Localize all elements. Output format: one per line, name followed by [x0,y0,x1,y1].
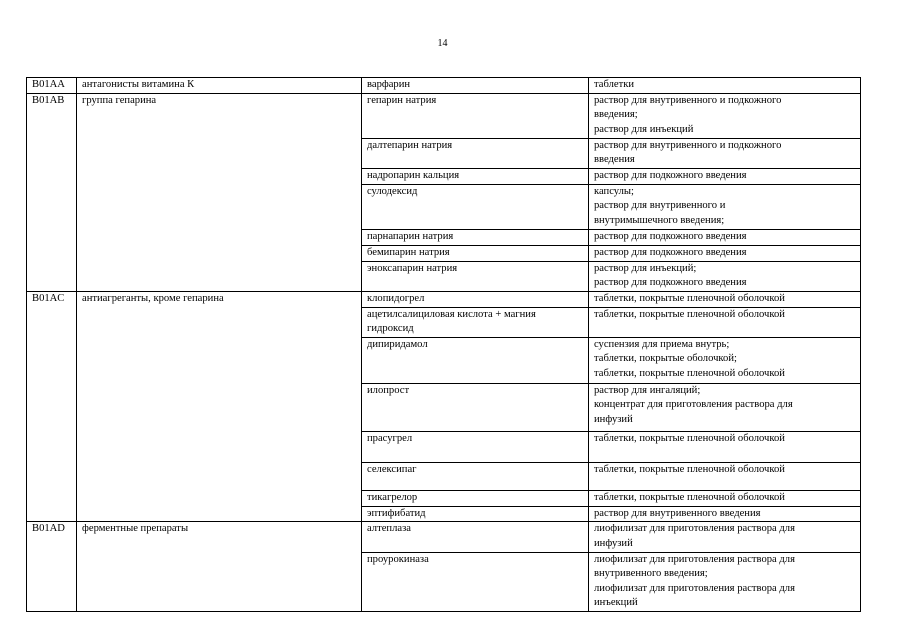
dosage-form-line: суспензия для приема внутрь; [594,338,730,350]
drug-name-line: проурокиназа [367,553,429,565]
dosage-form-cell [589,552,861,611]
dosage-form-line: таблетки, покрытые пленочной оболочкой [594,292,785,304]
dosage-form-line: таблетки [594,79,635,90]
drug-name-cell [362,261,589,291]
dosage-form-cell [589,462,861,490]
drug-table [26,77,861,612]
dosage-form-cell [589,307,861,337]
dosage-form-line: лиофилизат для приготовления раствора для [594,553,795,565]
dosage-form-line: концентрат для приготовления раствора для [594,399,793,411]
group-name-cell: антагонисты витамина К [77,78,362,94]
table-row [27,93,861,138]
dosage-form-line: раствор для инъекций [594,123,694,135]
group-name-cell: ферментные препараты [77,522,362,612]
drug-name-line: надропарин кальция [367,169,460,181]
dosage-form-cell [589,261,861,291]
dosage-form-cell [589,383,861,431]
group-name-cell: группа гепарина [77,93,362,291]
dosage-form-line: введения; [594,109,638,121]
atc-code-cell: B01AB [27,93,77,291]
drug-name-line: парнапарин натрия [367,230,454,242]
dosage-form-line: лиофилизат для приготовления раствора для [594,523,795,535]
drug-name-cell [362,522,589,552]
drug-name-cell [362,229,589,245]
dosage-form-line: таблетки, покрытые пленочной оболочкой [594,463,785,475]
dosage-form-cell [589,78,861,94]
drug-name-line: ацетилсалициловая кислота + магния [367,308,536,320]
drug-name-cell [362,138,589,168]
table-body [27,78,861,612]
table-row [27,522,861,552]
drug-name-line: далтепарин натрия [367,139,453,151]
drug-name-line: эноксапарин натрия [367,262,458,274]
dosage-form-line: раствор для внутривенного и подкожного [594,139,782,151]
table-row [27,291,861,307]
drug-name-line: прасугрел [367,432,413,444]
dosage-form-line: лиофилизат для приготовления раствора для [594,582,795,594]
dosage-form-line: раствор для подкожного введения [594,277,747,289]
dosage-form-cell [589,291,861,307]
dosage-form-line: введения [594,154,635,166]
drug-name-cell [362,168,589,184]
dosage-form-cell [589,229,861,245]
dosage-form-cell [589,168,861,184]
dosage-form-line: инфузий [594,537,633,549]
dosage-form-line: раствор для внутривенного и [594,200,726,212]
dosage-form-line: внутривенного введения; [594,568,708,580]
drug-name-cell [362,337,589,383]
drug-name-line: клопидогрел [367,292,425,304]
atc-code-cell: B01AC [27,291,77,521]
dosage-form-line: таблетки, покрытые пленочной оболочкой [594,432,785,444]
dosage-form-cell [589,431,861,462]
dosage-form-line: раствор для подкожного введения [594,230,747,242]
drug-name-line: алтеплаза [367,523,411,535]
drug-name-cell [362,78,589,94]
drug-name-line: илопрост [367,384,410,396]
dosage-form-cell [589,93,861,138]
dosage-form-line: капсулы; [594,185,634,197]
dosage-form-line: таблетки, покрытые пленочной оболочкой [594,491,785,503]
dosage-form-line: раствор для ингаляций; [594,384,701,396]
page-number: 14 [437,38,448,49]
dosage-form-cell [589,245,861,261]
drug-name-line: эптифибатид [367,507,426,519]
dosage-form-line: инъекций [594,597,638,609]
table-row [27,78,861,94]
dosage-form-line: раствор для инъекций; [594,262,697,274]
dosage-form-line: раствор для подкожного введения [594,246,747,258]
atc-code-cell: B01AD [27,522,77,612]
drug-name-cell [362,245,589,261]
drug-name-cell [362,490,589,506]
drug-name-line: сулодексид [367,185,418,197]
drug-name-line: бемипарин натрия [367,246,450,258]
drug-name-line: гепарин натрия [367,94,437,106]
drug-name-line: тикагрелор [367,491,418,503]
group-name-cell: антиагреганты, кроме гепарина [77,291,362,521]
drug-name-cell [362,431,589,462]
drug-name-line: дипиридамол [367,338,428,350]
drug-name-line: варфарин [367,79,411,90]
drug-name-line: селексипаг [367,463,417,475]
dosage-form-line: раствор для внутривенного введения [594,507,761,519]
dosage-form-cell [589,490,861,506]
drug-name-line: гидроксид [367,323,414,335]
dosage-form-cell [589,138,861,168]
drug-name-cell [362,552,589,611]
dosage-form-line: инфузий [594,413,633,425]
atc-code-cell: B01AA [27,78,77,94]
dosage-form-line: таблетки, покрытые пленочной оболочкой [594,308,785,320]
drug-name-cell [362,462,589,490]
dosage-form-line: раствор для подкожного введения [594,169,747,181]
drug-name-cell [362,93,589,138]
dosage-form-line: внутримышечного введения; [594,214,725,226]
dosage-form-line: таблетки, покрытые оболочкой; [594,353,737,365]
drug-name-cell [362,506,589,522]
dosage-form-cell [589,184,861,229]
dosage-form-cell [589,337,861,383]
dosage-form-line: таблетки, покрытые пленочной оболочкой [594,367,785,379]
dosage-form-line: раствор для внутривенного и подкожного [594,94,782,106]
drug-name-cell [362,184,589,229]
dosage-form-cell [589,522,861,552]
drug-name-cell [362,291,589,307]
dosage-form-cell [589,506,861,522]
drug-name-cell [362,383,589,431]
drug-name-cell [362,307,589,337]
